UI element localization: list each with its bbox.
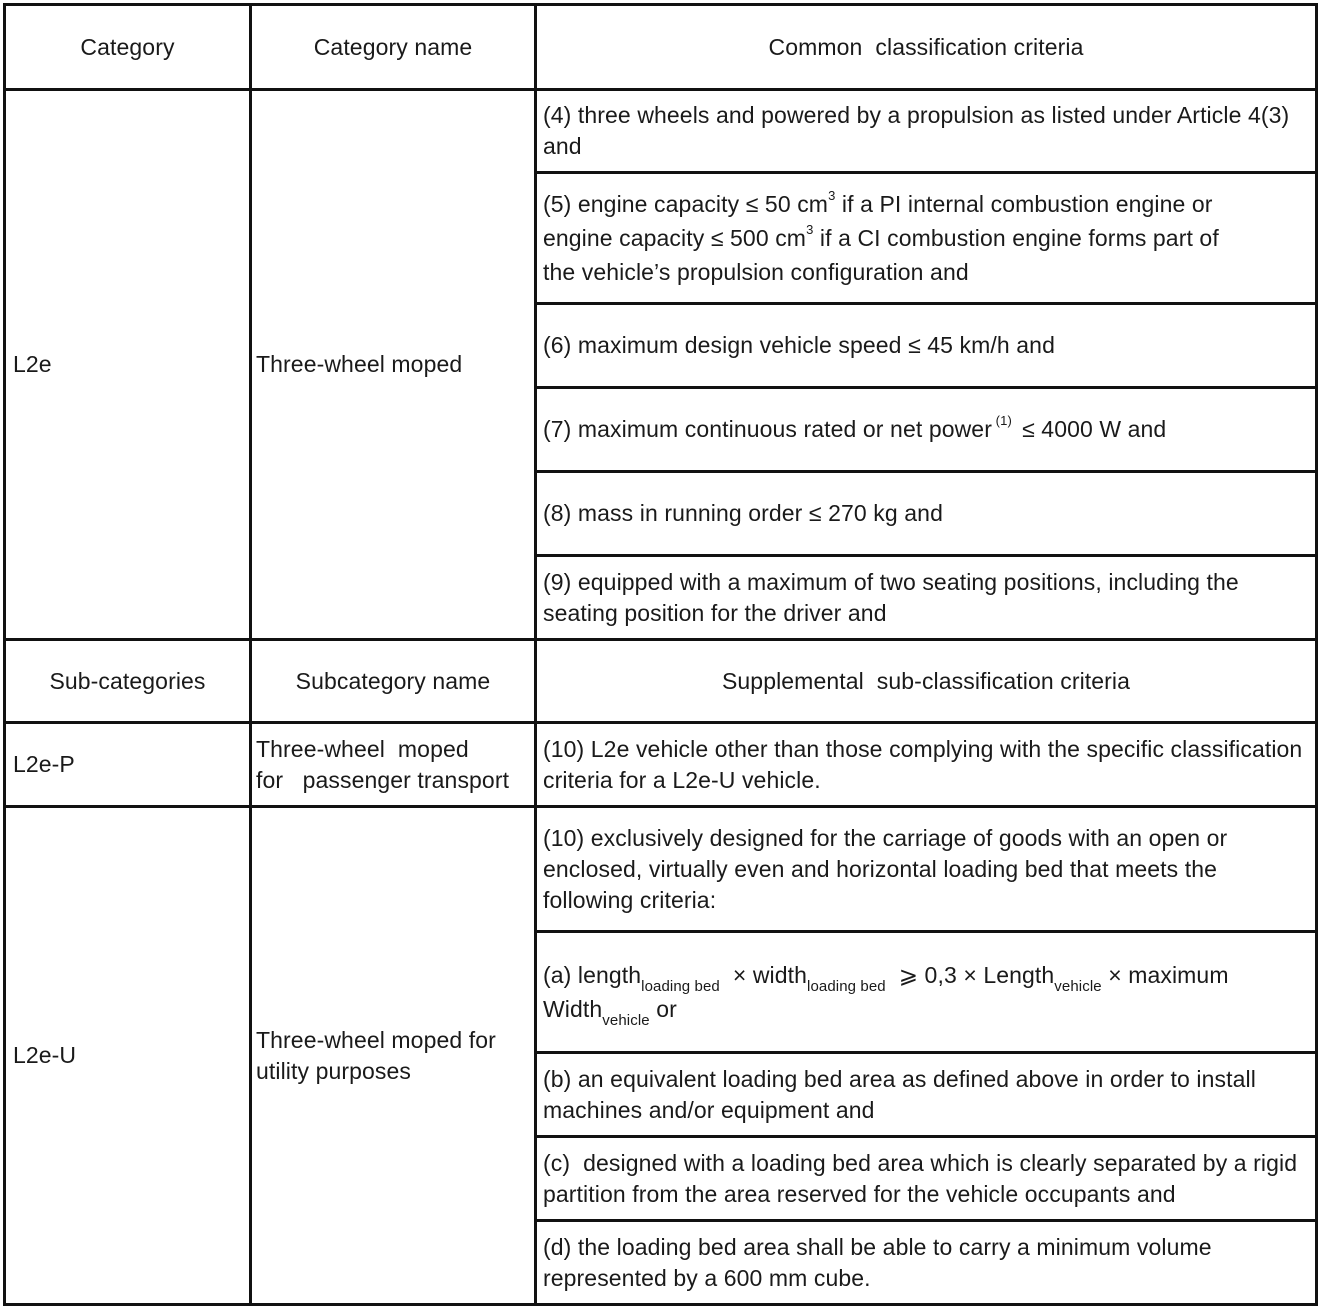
category-name-l2e-p: Three-wheel moped for passenger transport xyxy=(256,735,510,793)
criterion-d: (d) the loading bed area shall be able to carry a minimum volume represented by a 600 mm cube. xyxy=(543,1233,1212,1291)
category-code-l2e: L2e xyxy=(13,351,52,377)
border-bottom xyxy=(3,1303,1318,1306)
category-name-l2e: Three-wheel moped xyxy=(256,351,463,377)
subheader-category: Sub-categories xyxy=(49,667,206,694)
header-category: Category xyxy=(80,33,175,60)
subheader-criteria: Supplemental sub-classification criteria xyxy=(721,667,1131,694)
header-criteria: Common classification criteria xyxy=(768,33,1084,60)
criterion-10-l2e-u: (10) exclusively designed for the carriage of goods with an open or enclosed, virtually even and horizontal loading bed that meets the following criteria: xyxy=(543,824,1228,913)
criterion-a-line2: Width$_{vehicle}$ or xyxy=(543,996,677,1029)
criterion-5 xyxy=(537,174,1315,302)
criterion-5-line2: engine capacity ≤ 500 $cm^3$ if a CI combustion engine forms part of xyxy=(543,222,1219,251)
criterion-9: (9) equipped with a maximum of two seating positions, including the seating position for the driver and xyxy=(543,568,1239,626)
criterion-5-text xyxy=(543,187,1219,289)
criterion-8: (8) mass in running order ≤ 270 kg and xyxy=(543,500,943,526)
criterion-7: (7) maximum continuous rated or net power $^{(1)}$ ≤ 4000 W and xyxy=(543,413,1167,442)
category-name-l2e-u: Three-wheel moped for utility purposes xyxy=(256,1026,496,1084)
criterion-6: (6) maximum design vehicle speed ≤ 45 km/h and xyxy=(543,332,1055,358)
criterion-5-line1: (5) engine capacity ≤ 50 $cm^3$ if a PI internal combustion engine or xyxy=(543,188,1213,217)
criterion-b: (b) an equivalent loading bed area as defined above in order to install machines and/or equipment and xyxy=(543,1065,1256,1123)
criterion-10-l2e-p: (10) L2e vehicle other than those complying with the specific classification criteria for a L2e-U vehicle. xyxy=(543,735,1303,793)
criterion-c: (c) designed with a loading bed area which is clearly separated by a rigid partition from the area reserved for the vehicle occupants and xyxy=(543,1149,1304,1207)
criterion-4: (4) three wheels and powered by a propulsion as listed under Article 4(3) and xyxy=(543,102,1290,159)
subheader-category-name: Subcategory name xyxy=(295,667,491,694)
border-right xyxy=(1315,3,1318,1306)
header-category-name: Category name xyxy=(313,33,473,60)
category-code-l2e-u: L2e-U xyxy=(13,1042,77,1068)
criterion-a-line1: (a) length$_{loading bed}$ × width$_{loading bed}$ ⩾ 0,3 × Length$_{vehicle}$ × maximum xyxy=(543,962,1229,995)
category-code-l2e-p: L2e-P xyxy=(13,751,75,777)
criterion-a xyxy=(537,933,1315,1051)
criterion-5-line3: the vehicle’s propulsion configuration and xyxy=(543,259,969,285)
